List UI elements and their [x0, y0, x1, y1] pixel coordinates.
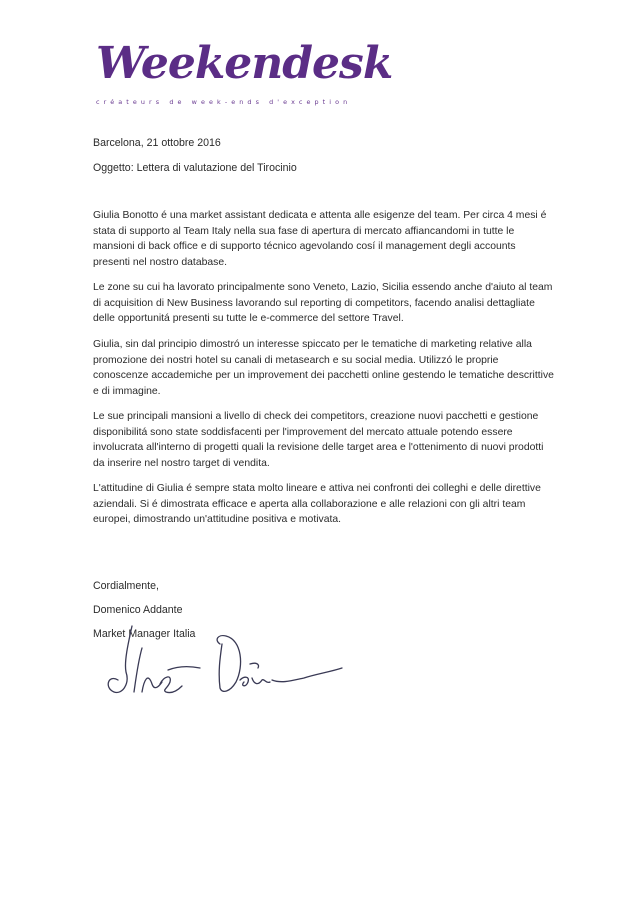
paragraph-marketing: Giulia, sin dal principio dimostró un interesse spiccato per le tematiche di marketing relative alla promozione dei nostri hotel su canali di metasearch e su social media. Utilizzó le proprie conoscenze accademiche per un improvement dei pacchetti online gestendo le tematiche descrittive e di immagine.	[93, 339, 554, 397]
paragraph-intro: Giulia Bonotto é una market assistant dedicata e attenta alle esigenze del team. Per circa 4 mesi é stata di supporto al Team Italy nella sua fase di apertura di mercato affiancandomi in tutte le mansioni di back office e di supporto técnico agevolando cosí il management degli accounts presenti nel nostro database.	[93, 210, 547, 268]
paragraph-attitude: L'attitudine di Giulia é sempre stata molto lineare e attiva nei confronti dei colleghi e delle direttive aziendali. Si é dimostrata efficace e aperta alla collaborazione e alle relazioni con gli altri team europei, dimostrando un'attitudine positiva e motivata.	[93, 483, 541, 526]
signer-name: Domenico Addante	[93, 604, 183, 616]
paragraph-duties: Le sue principali mansioni a livello di check dei competitors, creazione nuovi pacchetti e gestione disponibilitá sono state soddisfacenti per l'improvement del mercato attuale potendo essere involucrata all'interno di progetti quali la revisione delle target area e l'ottenimento di nuovi prodotti da inserire nel nostro target di vendita.	[93, 411, 544, 469]
letterhead-logo	[90, 38, 393, 106]
place-date: Barcelona, 21 ottobre 2016	[93, 137, 221, 149]
letter-subject: Oggetto: Lettera di valutazione del Tirocinio	[93, 162, 297, 174]
closing: Cordialmente,	[93, 580, 159, 592]
handwritten-signature	[90, 618, 360, 708]
brand-wordmark: Weekendesk	[96, 38, 393, 89]
brand-tagline: créateurs de week-ends d'exception	[96, 98, 352, 106]
signer-title: Market Manager Italia	[93, 628, 196, 640]
paragraph-zones: Le zone su cui ha lavorato principalmente sono Veneto, Lazio, Sicilia essendo anche d'aiuto al team di acquisition di New Business lavorando sul reporting di competitors, facendo analisi dettagliate delle opportunitá presenti su tutte le e-commerce del settore Travel.	[93, 282, 553, 325]
